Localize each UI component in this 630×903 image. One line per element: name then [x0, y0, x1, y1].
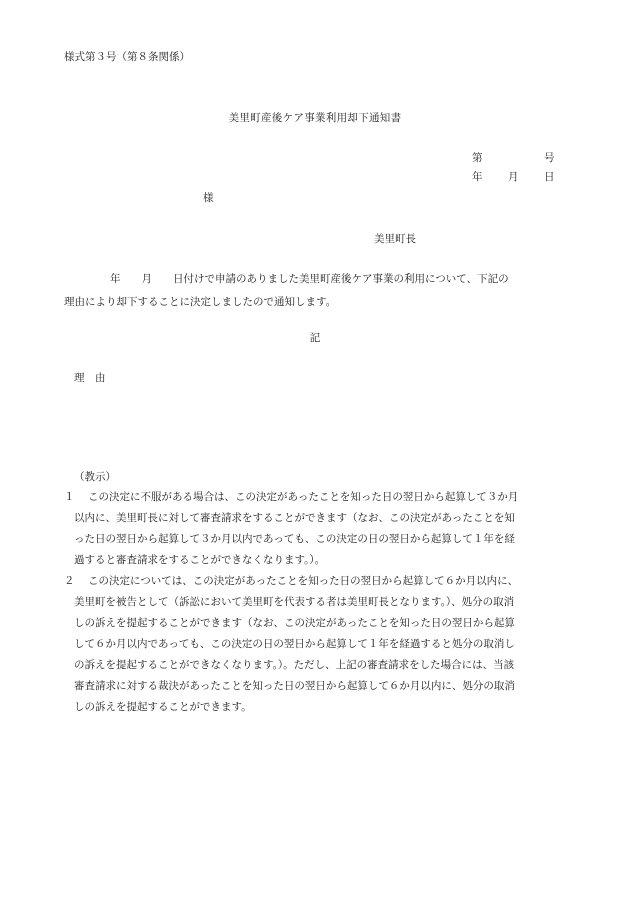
- notice-line: 審査請求に対する裁決があったことを知った日の翌日から起算して６か月以内に、処分の取消: [74, 680, 515, 692]
- notice-item-number: ２: [64, 575, 75, 587]
- notice-line: った日の翌日から起算して３か月以内であっても、この決定の日の翌日から起算して１年を経: [74, 533, 515, 545]
- ki-heading: 記: [309, 332, 321, 344]
- notice-line: して６か月以内であっても、この決定の日の翌日から起算して１年を経過すると処分の取消し: [74, 638, 515, 650]
- notice-label: （教示）: [74, 471, 116, 483]
- notice-line: この決定については、この決定があったことを知った日の翌日から起算して６か月以内に、: [88, 575, 519, 587]
- document-title: 美里町産後ケア事業利用却下通知書: [228, 112, 402, 124]
- form-number: 様式第３号（第８条関係）: [64, 51, 190, 63]
- notice-line: この決定に不服がある場合は、この決定があったことを知った日の翌日から起算して３か月: [88, 491, 519, 503]
- notice-line: 過すると審査請求をすることができなくなります。）。: [74, 554, 326, 566]
- sender-name: 美里町長: [374, 233, 416, 245]
- notice-line: の訴えを提起することができなくなります。）。ただし、上記の審査請求をした場合には、当該: [74, 659, 515, 671]
- notice-item-1: [64, 487, 574, 571]
- body-line-2: 理由により却下することに決定しましたので通知します。: [64, 296, 337, 308]
- number-go-label: 号: [544, 152, 555, 164]
- body-paragraph: [64, 268, 566, 314]
- notice-item-number: １: [64, 491, 75, 503]
- body-line-1: 年 月 日付けで申請のありました美里町産後ケア事業の利用について、下記の: [110, 273, 509, 285]
- date-month-label: 月: [508, 171, 519, 183]
- notice-line: しの訴えを提起することができます。: [74, 701, 252, 713]
- notice-item-2: [64, 571, 574, 718]
- date-day-label: 日: [544, 171, 555, 183]
- notice-line: 以内に、美里町長に対して審査請求をすることができます（なお、この決定があったことを知: [74, 512, 515, 524]
- notice-line: しの訴えを提起することができます（なお、この決定があったことを知った日の翌日から起算: [74, 617, 515, 629]
- addressee: 様: [203, 192, 214, 204]
- notice-list: [64, 487, 574, 718]
- date-year-label: 年: [472, 171, 483, 183]
- number-dai-label: 第: [472, 152, 483, 164]
- notice-line: 美里町を被告として（訴訟において美里町を代表する者は美里町長となります。）、処分の取消: [74, 596, 515, 608]
- reason-label: 理 由: [74, 372, 106, 384]
